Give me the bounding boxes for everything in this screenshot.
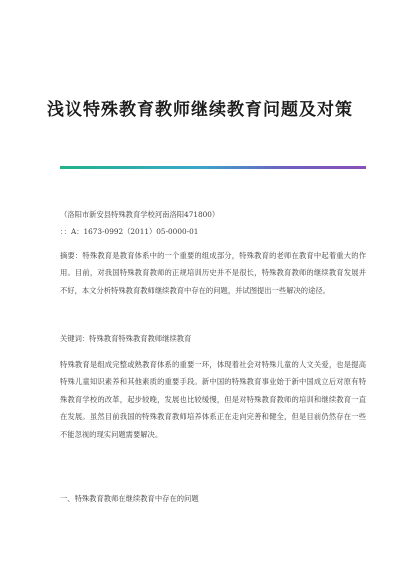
article-metadata: ：：A：1673-0992（2011）05-0000-01 <box>60 227 199 236</box>
keywords: 关键词：特殊教育特殊教育教师继续教育 <box>60 334 192 343</box>
paper-title: 浅议特殊教育教师继续教育问题及对策 <box>47 100 353 120</box>
body-paragraph: 特殊教育是组成完整或熟教育体系的重要一环，体现着社会对特殊儿童的人文关爱，也是提高特殊儿童知识素养和其他素质的重要手段。新中国的特殊教育事业始于新中国成立后对原有特殊教育学校的改革，起步较晚，发展也比较缓慢，但是对特殊教育教师的培训和继续教育一直在发展。虽然目前我国的特殊教育教师培养体系正在走向完善和健全，但是目前仍然存在一些不能忽视的现实问题需要解决。 <box>60 360 366 439</box>
abstract: 摘要：特殊教育是教育体系中的一个重要的组成部分，特殊教育的老师在教育中起着重大的作用。目前，对我国特殊教育教师的正规培训历史并不是很长，特殊教育教师的继续教育发展并不好，本文分析特殊教育教师继续教育中存在的问题，并试图提出一些解决的途径。 <box>60 251 366 295</box>
title-divider <box>60 166 366 169</box>
author-affiliation: （洛阳市新安县特殊教育学校河南洛阳471800） <box>60 210 220 219</box>
section-heading: 一、特殊教育教师在继续教育中存在的问题 <box>60 494 199 503</box>
